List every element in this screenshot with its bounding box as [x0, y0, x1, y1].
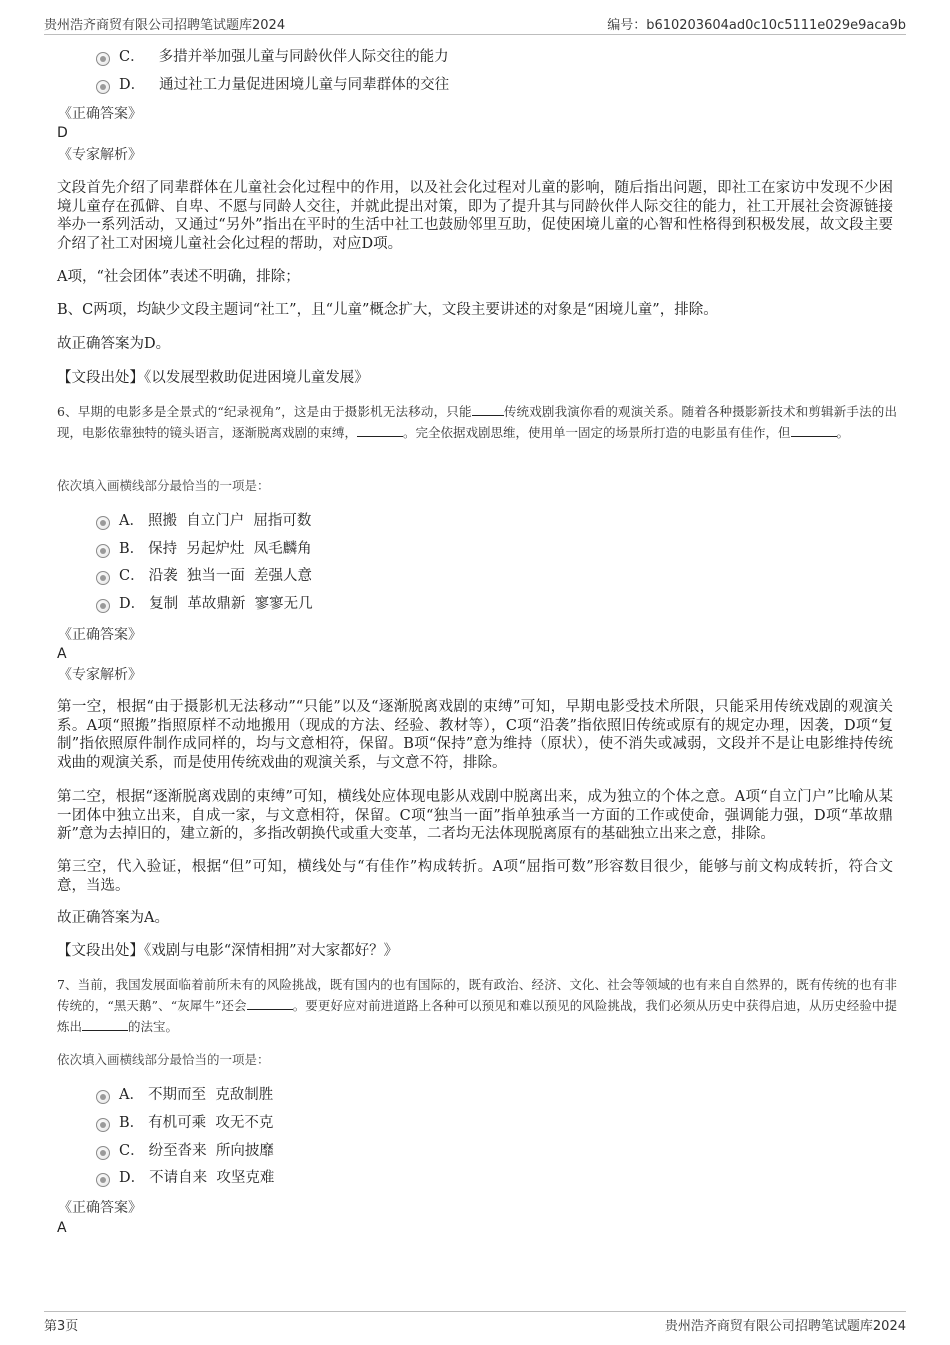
- q6-analysis-paragraph: 故正确答案为A。: [57, 910, 169, 926]
- q6-option-b[interactable]: [96, 538, 312, 560]
- option-key: C．: [119, 1143, 145, 1159]
- q6-answer: A: [57, 646, 67, 662]
- radio-icon[interactable]: [96, 1118, 110, 1132]
- q6-analysis-paragraph: 第二空，根据“逐渐脱离戏剧的束缚”可知，横线处应体现电影从戏剧中脱离出来，成为独立的个体之意。A项“自立门户”比喻从某一团体中独立出来，自成一家，与文意相符，保留。C项“独当一面”指单独承当一方面的工作或使命，强调能力强，D项“革故鼎新”意为去掉旧的，建立新的，多指改朝换代或重大变革，二者均无法体现脱离原有的基础独立出来之意，排除。: [57, 789, 893, 842]
- option-key: A．: [119, 513, 144, 529]
- radio-icon[interactable]: [96, 516, 110, 530]
- q6-stem: [57, 401, 897, 443]
- q7-option-a[interactable]: [96, 1084, 273, 1106]
- option-key: B．: [119, 541, 145, 557]
- radio-icon[interactable]: [96, 80, 110, 94]
- option-key: B．: [119, 1115, 145, 1131]
- stem-text: 。要更好应对前进道路上各种可以预见和难以预见的风险挑战，我们必须从历史中获得启迪，从历史经验中提炼出: [57, 998, 898, 1034]
- q5-option-d[interactable]: [96, 74, 449, 96]
- option-key: C．: [119, 49, 145, 65]
- stem-text: 传统戏剧我演你看的观演关系。随着各种摄影新技术和剪辑新手法的出现，电影依靠独特的镜头语言，逐渐脱离戏剧的束缚，: [57, 404, 897, 440]
- q5-answer-label: 《正确答案》: [58, 106, 142, 122]
- q5-source: 【文段出处】《以发展型救助促进困境儿童发展》: [57, 370, 369, 386]
- q7-option-c[interactable]: [96, 1140, 274, 1162]
- option-key: A．: [119, 1087, 144, 1103]
- option-key: D．: [119, 596, 146, 612]
- radio-icon[interactable]: [96, 1173, 110, 1187]
- radio-icon[interactable]: [96, 599, 110, 613]
- footer-title: 贵州浩齐商贸有限公司招聘笔试题库2024: [664, 1319, 906, 1334]
- q6-option-d[interactable]: [96, 593, 313, 615]
- radio-icon[interactable]: [96, 571, 110, 585]
- radio-icon[interactable]: [96, 1146, 110, 1160]
- q7-option-b[interactable]: [96, 1112, 273, 1134]
- page-header: [44, 14, 906, 35]
- stem-text: 7、当前，我国发展面临着前所未有的风险挑战，既有国内的也有国际的，既有政治、经济、文化、社会等领域的也有来自自然界的，既有传统的也有非传统的，“黑天鹅”、“灰犀牛”还会: [57, 977, 897, 1013]
- blank-line: [357, 422, 403, 437]
- q6-source: 【文段出处】《戏剧与电影“深情相拥”对大家都好？》: [57, 943, 399, 959]
- option-text: 有机可乘 攻无不克: [148, 1115, 274, 1131]
- q6-analysis-paragraph: 第一空，根据“由于摄影机无法移动”“只能”以及“逐渐脱离戏剧的束缚”可知，早期电影受技术所限，只能采用传统戏剧的观演关系。A项“照搬”指照原样不动地搬用（现成的方法、经验、教材等），C项“沿袭”指依照旧传统或原有的规定办理，因袭，D项“复制”指依照原件制作成同样的，均与文意相符，保留。B项“保持”意为维持（原状），使不消失或减弱，文段并不是让电影维持传统戏曲的观演关系，而是使用传统戏曲的观演关系，与文意不符，排除。: [57, 699, 893, 771]
- page-number: 第3页: [44, 1319, 79, 1334]
- q5-option-c[interactable]: [96, 46, 449, 68]
- q6-option-a[interactable]: [96, 510, 311, 532]
- blank-line: [472, 401, 504, 416]
- option-text: 照搬 自立门户 屈指可数: [147, 513, 312, 529]
- option-text: 多措并举加强儿童与同龄伙伴人际交往的能力: [158, 49, 449, 65]
- blank-line: [247, 995, 293, 1010]
- option-text: 不请自来 攻坚克难: [149, 1170, 275, 1186]
- option-text: 保持 另起炉灶 凤毛麟角: [148, 541, 312, 557]
- q6-analysis-label: 《专家解析》: [58, 667, 142, 683]
- option-text: 复制 革故鼎新 寥寥无几: [149, 596, 313, 612]
- q5-analysis-paragraph: B、C两项，均缺少文段主题词“社工”，且“儿童”概念扩大，文段主要讲述的对象是“困境儿童”，排除。: [57, 302, 718, 318]
- q5-analysis-paragraph: A项，“社会团体”表述不明确，排除；: [57, 269, 300, 285]
- q6-prompt: 依次填入画横线部分最恰当的一项是：: [57, 478, 270, 493]
- stem-text: 。: [836, 425, 850, 440]
- radio-icon[interactable]: [96, 52, 110, 66]
- blank-line: [791, 422, 837, 437]
- q7-option-d[interactable]: [96, 1167, 274, 1189]
- q7-prompt: 依次填入画横线部分最恰当的一项是：: [57, 1052, 270, 1067]
- option-text: 沿袭 独当一面 差强人意: [148, 568, 313, 584]
- stem-text: 6、早期的电影多是全景式的“纪录视角”，这是由于摄影机无法移动，只能: [57, 404, 472, 419]
- stem-text: 。完全依据戏剧思维，使用单一固定的场景所打造的电影虽有佳作，但: [403, 425, 791, 440]
- q6-option-c[interactable]: [96, 565, 312, 587]
- header-doc-id: 编号：b610203604ad0c10c5111e029e9aca9b: [607, 18, 906, 33]
- q5-answer: D: [57, 125, 68, 141]
- stem-text: 的法宝。: [128, 1019, 179, 1034]
- q5-analysis-paragraph: 文段首先介绍了同辈群体在儿童社会化过程中的作用，以及社会化过程对儿童的影响，随后指出问题，即社工在家访中发现不少困境儿童存在孤僻、自卑、不愿与同龄人交往，并就此提出对策，即为了提升其与同龄伙伴人际交往的能力，社工开展社会资源链接举办一系列活动，又通过“另外”指出在平时的生活中社工也鼓励邻里互助，促使困境儿童的心智和性格得到积极发展，故文段主要介绍了社工对困境儿童社会化过程的帮助，对应D项。: [57, 180, 893, 252]
- q6-analysis-paragraph: 第三空，代入验证，根据“但”可知，横线处与“有佳作”构成转折。A项“屈指可数”形容数目很少，能够与前文构成转折，符合文意，当选。: [57, 859, 893, 894]
- header-title: 贵州浩齐商贸有限公司招聘笔试题库2024: [44, 18, 286, 33]
- radio-icon[interactable]: [96, 1090, 110, 1104]
- q7-answer: A: [57, 1220, 67, 1236]
- option-key: D．: [119, 77, 146, 93]
- option-text: 纷至沓来 所向披靡: [148, 1143, 274, 1159]
- option-key: C．: [119, 568, 145, 584]
- q5-analysis-label: 《专家解析》: [58, 147, 142, 163]
- blank-line: [82, 1016, 128, 1031]
- option-key: D．: [119, 1170, 146, 1186]
- option-text: 通过社工力量促进困境儿童与同辈群体的交往: [159, 77, 450, 93]
- q5-analysis-paragraph: 故正确答案为D。: [57, 336, 171, 352]
- option-text: 不期而至 克敌制胜: [147, 1087, 274, 1103]
- page-footer: [44, 1311, 906, 1335]
- q7-answer-label: 《正确答案》: [58, 1200, 142, 1216]
- q6-answer-label: 《正确答案》: [58, 627, 142, 643]
- radio-icon[interactable]: [96, 544, 110, 558]
- q7-stem: [57, 975, 897, 1037]
